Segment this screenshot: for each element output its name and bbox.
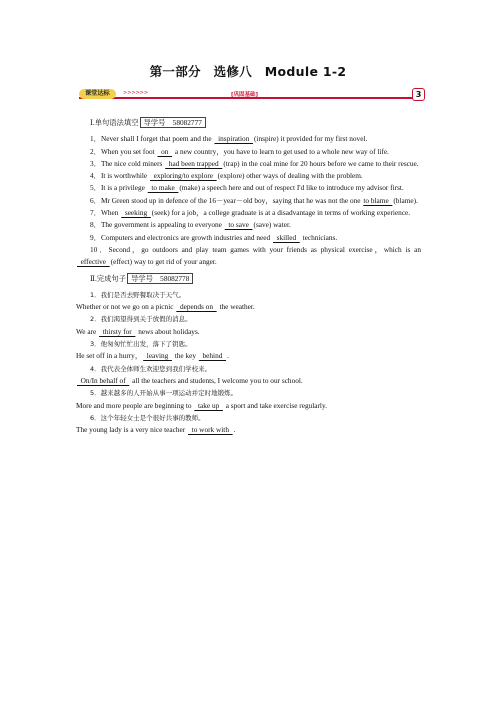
item-text: (save) water.	[253, 220, 291, 230]
chinese-prompt: 5．越来越多的人开始从事一项运动并定时地锻炼。	[90, 389, 238, 398]
english-sentence	[76, 424, 421, 436]
item-text: The nice cold miners	[100, 158, 165, 168]
item-text: Computers and electronics are growth industries and need	[100, 232, 272, 242]
exercise-item	[76, 133, 421, 145]
answer-blank: had been trapped	[165, 158, 223, 168]
guide-number-1: 导学号 58082777	[140, 117, 206, 128]
sentence-text: news about holidays.	[136, 326, 200, 336]
answer-blank: take up	[194, 400, 223, 410]
sentence-text: all the teachers and students, I welcome you to our school.	[130, 375, 303, 385]
page-title: 第一部分 选修八 Module 1-2	[149, 64, 347, 79]
exercise-content	[76, 117, 421, 436]
banner-number: 3	[412, 88, 425, 101]
exercise-item	[76, 195, 421, 207]
exercise-item	[76, 182, 421, 194]
section2-heading	[90, 273, 421, 285]
answer-blank: leaving	[143, 351, 172, 361]
sentence-text: .	[233, 425, 236, 435]
chinese-prompt: 4．我代表全体师生欢迎您到我们学校来。	[90, 364, 212, 373]
item-number: 6．	[90, 195, 101, 205]
item-text: When you set foot	[100, 146, 157, 156]
item-number: 5．	[90, 183, 101, 193]
answer-blank: seeking	[121, 208, 151, 218]
chinese-prompt: 2．我们渴望得到关于放假的消息。	[90, 315, 192, 324]
answer-blank: to work with	[188, 425, 233, 435]
english-sentence	[76, 301, 421, 313]
english-sentence	[76, 326, 421, 338]
answer-blank: behind	[198, 351, 227, 361]
sentence-text: We are	[76, 326, 99, 336]
banner-arrows: >>>>>>	[123, 90, 149, 96]
item-text: It is a privilege	[100, 183, 147, 193]
exercise-item	[76, 244, 421, 269]
answer-blank: depends on	[176, 302, 217, 312]
item-text: (explore) other ways of dealing with the problem.	[217, 171, 363, 181]
chinese-prompt: 6．这个年轻女士是个很好共事的教师。	[90, 413, 205, 422]
section2-items	[76, 289, 421, 437]
answer-blank: effective	[77, 257, 110, 267]
item-text: The government is appealing to everyone	[100, 220, 224, 230]
english-sentence	[76, 350, 421, 362]
banner-label: 课堂达标	[79, 89, 116, 99]
section1-heading	[90, 117, 421, 129]
item-text: (effect) way to get rid of your anger.	[110, 257, 217, 267]
sentence-text: the key	[172, 351, 198, 361]
exercise-item	[76, 207, 421, 219]
chinese-prompt: 3．他匆匆忙忙出发，落下了钥匙。	[90, 340, 192, 349]
item-text: Mr Green stood up in defence of the 16－year－old boy，saying that he was not the one	[100, 195, 363, 205]
answer-blank: to blame	[363, 195, 393, 205]
exercise-item	[76, 232, 421, 244]
item-number: 9．	[90, 232, 101, 242]
exercise-item	[76, 146, 421, 158]
answer-blank: On/In behalf of	[77, 375, 130, 385]
english-sentence	[76, 400, 421, 412]
guide-number-2: 导学号 58082778	[127, 273, 193, 284]
item-text: a new country，you have to learn to get used to a whole new way of life.	[173, 146, 389, 156]
answer-blank: inspiration	[214, 134, 253, 144]
answer-blank: thirsty for	[99, 326, 136, 336]
item-number: 4．	[90, 171, 101, 181]
sentence-text: More and more people are beginning to	[76, 400, 194, 410]
english-sentence	[76, 375, 421, 387]
item-text: Second，go outdoors and play team games with your friends as physical exercise，which is an	[108, 244, 421, 254]
item-text: When	[100, 208, 121, 218]
banner-center: [巩固基础]	[231, 92, 259, 98]
exercise-item	[76, 158, 421, 170]
item-text: (inspire) it provided for my first novel.	[254, 134, 368, 144]
sentence-text: He set off in a hurry，	[76, 351, 143, 361]
section1-title: Ⅰ.单句语法填空	[90, 118, 139, 127]
item-number: 10．	[90, 244, 109, 254]
answer-blank: exploring/to explore	[150, 171, 217, 181]
exercise-item	[76, 170, 421, 182]
item-text: Never shall I forget that poem and the	[100, 134, 214, 144]
item-number: 8．	[90, 220, 101, 230]
section1-items	[76, 133, 421, 268]
item-text: technicians.	[300, 232, 338, 242]
answer-blank: on	[157, 146, 173, 156]
sentence-text: a sport and take exercise regularly.	[223, 400, 327, 410]
answer-blank: to save	[224, 220, 253, 230]
item-number: 3．	[90, 158, 101, 168]
item-text: (blame).	[393, 195, 418, 205]
item-number: 2．	[90, 146, 101, 156]
item-number: 1．	[90, 134, 101, 144]
section-banner	[79, 89, 425, 101]
sentence-text: The young lady is a very nice teacher	[76, 425, 188, 435]
item-text: (seek) for a job，a college graduate is at a disadvantage in terms of working experience.	[151, 208, 411, 218]
item-number: 7．	[90, 208, 101, 218]
item-text: (make) a speech here and out of respect I'd like to introduce my advisor first.	[179, 183, 404, 193]
item-text: It is worthwhile	[100, 171, 149, 181]
section2-title: Ⅱ.完成句子	[90, 273, 126, 283]
item-text: (trap) in the coal mine for 20 hours before we came to their rescue.	[223, 158, 419, 168]
answer-blank: skilled	[272, 232, 300, 242]
sentence-text: Whether or not we go on a picnic	[76, 302, 176, 312]
exercise-item	[76, 219, 421, 231]
answer-blank: to make	[147, 183, 179, 193]
chinese-prompt: 1．我们是否去野餐取决于天气。	[90, 290, 186, 299]
sentence-text: .	[227, 351, 229, 361]
sentence-text: the weather.	[217, 302, 255, 312]
